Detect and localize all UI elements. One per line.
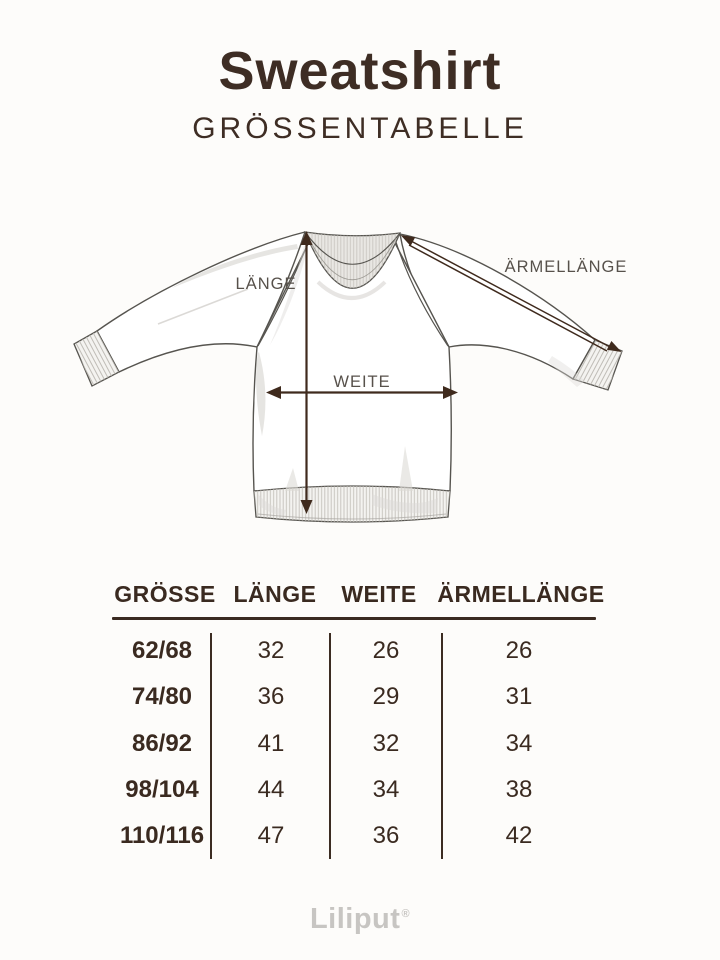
page-title: Sweatshirt [218, 41, 502, 101]
aermellaenge-label: ÄRMELLÄNGE [504, 258, 628, 276]
table-row [112, 628, 596, 674]
registered-mark: ® [401, 908, 411, 921]
cell-weite: 36 [372, 821, 400, 849]
cell-aermellaenge: 31 [505, 683, 533, 711]
cell-weite: 34 [372, 775, 400, 803]
cell-aermellaenge: 38 [505, 775, 533, 803]
table-row [112, 767, 596, 813]
cell-laenge: 32 [257, 637, 285, 665]
table-row [112, 720, 596, 766]
cell-laenge: 41 [257, 729, 285, 757]
cell-weite: 32 [372, 729, 400, 757]
cell-size: 74/80 [131, 683, 193, 711]
column-header-aermellaenge: ÄRMELLÄNGE [437, 581, 605, 607]
cell-size: 86/92 [131, 729, 193, 757]
cell-weite: 29 [372, 683, 400, 711]
cell-laenge: 44 [257, 775, 285, 803]
column-header-laenge: LÄNGE [233, 581, 317, 607]
laenge-label: LÄNGE [235, 275, 297, 293]
column-header-weite: WEITE [341, 581, 417, 607]
header-divider [112, 617, 596, 620]
brand-name: Liliput [309, 903, 401, 935]
table-row [112, 674, 596, 720]
table-row [112, 813, 596, 859]
cell-size: 98/104 [125, 775, 199, 803]
page-subtitle: GRÖSSENTABELLE [192, 112, 528, 145]
column-header-groesse: GRÖSSE [114, 581, 216, 607]
weite-label: WEITE [333, 373, 391, 391]
brand-logo [0, 903, 720, 936]
cell-aermellaenge: 34 [505, 729, 533, 757]
sweatshirt-diagram [40, 195, 680, 545]
cell-size: 110/116 [119, 821, 205, 849]
cell-laenge: 47 [257, 821, 285, 849]
cell-aermellaenge: 42 [505, 821, 533, 849]
cell-size: 62/68 [131, 637, 193, 665]
cell-laenge: 36 [257, 683, 285, 711]
cell-aermellaenge: 26 [505, 637, 533, 665]
cell-weite: 26 [372, 637, 400, 665]
